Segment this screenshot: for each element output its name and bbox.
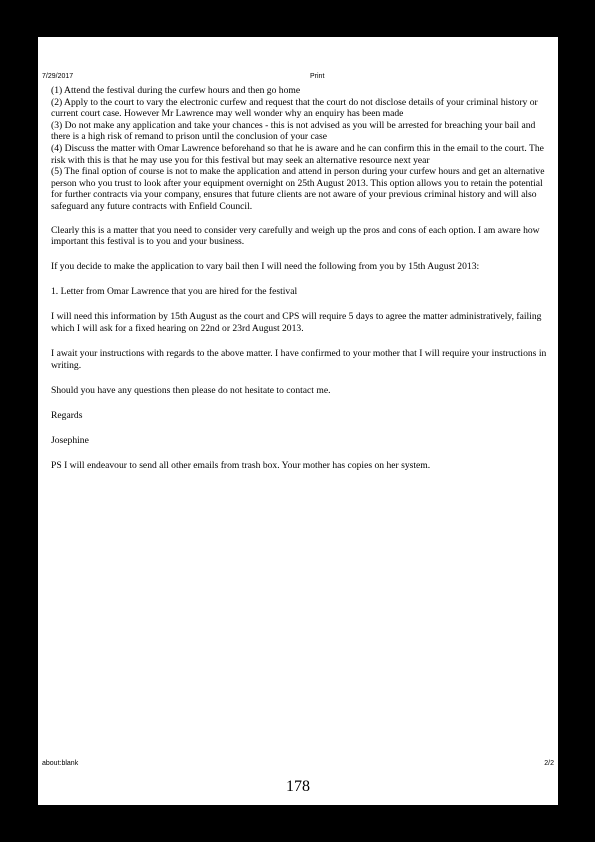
print-title: Print xyxy=(310,73,325,80)
option-item: (4) Discuss the matter with Omar Lawrence beforehand so that he is aware and he can confirm this in the email to the court. The risk with this is that he may use you for this festival but may seek an alternative resource next year xyxy=(51,142,544,166)
print-date: 7/29/2017 xyxy=(42,73,74,80)
option-item: (1) Attend the festival during the curfew hours and then go home xyxy=(51,85,301,96)
letter-body xyxy=(51,85,549,485)
paragraph: If you decide to make the application to vary bail then I will need the following from you by 15th August 2013: xyxy=(51,261,480,273)
postscript: PS I will endeavour to send all other emails from trash box. Your mother has copies on her system. xyxy=(51,460,431,472)
paragraph: Should you have any questions then please do not hesitate to contact me. xyxy=(51,384,331,396)
sign-off: Regards xyxy=(51,409,83,421)
footer-url: about:blank xyxy=(42,760,79,767)
option-item: (2) Apply to the court to vary the electronic curfew and request that the court do not disclose details of your criminal history or current court case. However Mr Lawrence may well wonder why an enquiry has been made xyxy=(51,96,538,120)
signature-name: Josephine xyxy=(51,434,89,446)
footer-page-count: 2/2 xyxy=(544,760,554,767)
document-page xyxy=(38,37,558,805)
requirement-item: 1. Letter from Omar Lawrence that you are hired for the festival xyxy=(51,286,298,298)
paragraph: Clearly this is a matter that you need to consider very carefully and weigh up the pros and cons of each option. I am aware how important this festival is to you and your business. xyxy=(51,224,540,248)
option-item: (3) Do not make any application and take your chances - this is not advised as you will be arrested for breaching your bail and there is a high risk of remand to prison until the conclusion of your case xyxy=(51,119,536,143)
paragraph: I will need this information by 15th August as the court and CPS will require 5 days to agree the matter administratively, failing which I will ask for a fixed hearing on 22nd or 23rd August 2013. xyxy=(51,311,542,334)
paragraph: I await your instructions with regards to the above matter. I have confirmed to your mother that I will require your instructions in writing. xyxy=(51,348,547,371)
options-list xyxy=(51,85,549,213)
option-item: (5) The final option of course is not to make the application and attend in person during your curfew hours and get an alternative person who you trust to look after your equipment overnight on 25th August 2013. This option allows you to retain the potential for further contracts via your company, ensures that future clients are not aware of your previous criminal history and will also safeguard any future contracts with Enfield Council. xyxy=(51,166,545,212)
page-number: 178 xyxy=(286,778,310,795)
